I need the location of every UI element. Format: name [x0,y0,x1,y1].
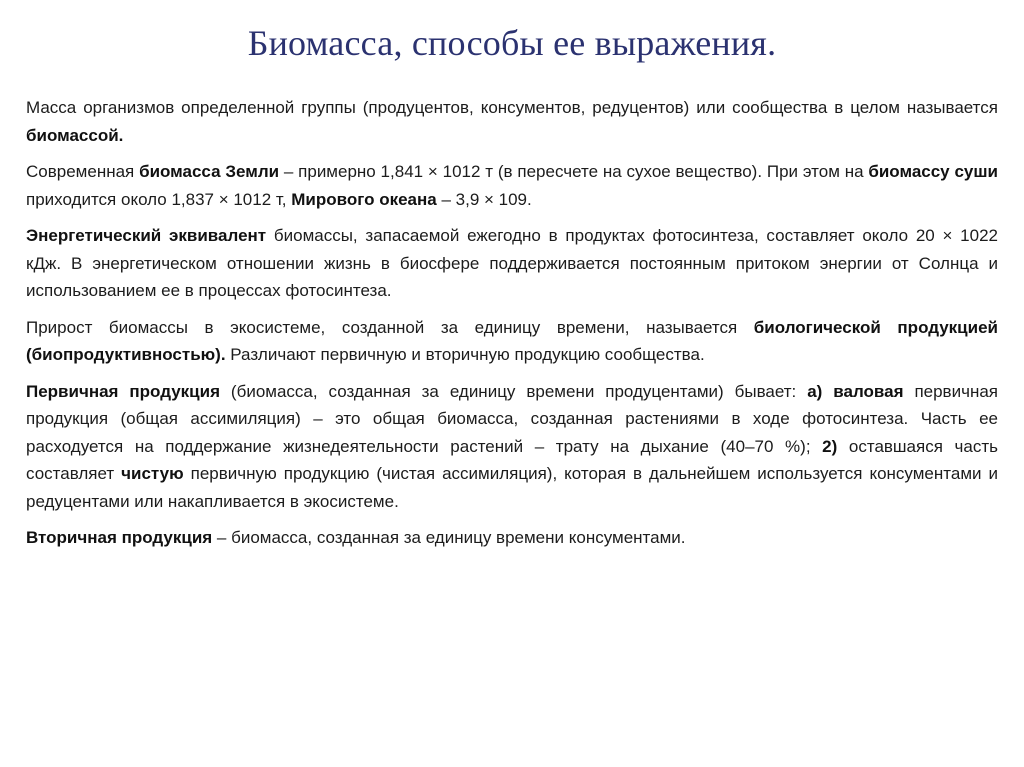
paragraph-text: биомассы, запасаемой ежегодно в продуктах фотосинтеза, составляет около 20 × 1022 кДж. В энергетическом отношении жизнь в биосфере поддерживается постоянным притоком энергии от Солнца и использованием ее в процессах фотосинтеза. [26,226,998,300]
bold-term: биомассой. [26,125,124,145]
bold-term: 2) [822,436,838,456]
bold-term: Первичная продукция [26,381,220,401]
paragraph [26,94,998,149]
paragraph-text: оставшаяся часть составляет [26,436,998,483]
paragraph [26,524,998,552]
bold-term: биомассу суши [868,162,998,181]
bold-term: а) валовая [807,381,904,401]
paragraph [26,222,998,305]
slide-title: Биомасса, способы ее выражения. [247,23,777,63]
paragraph-text: Масса организмов определенной группы (продуцентов, консументов, редуцентов) или сообщества в целом называется [26,98,998,117]
paragraph-text: Различают первичную и вторичную продукцию сообщества. [225,345,705,364]
bold-term: биомасса Земли [139,162,280,181]
paragraph-text: приходится около 1,837 × 1012 т, [26,189,292,209]
paragraph-text: – биомасса, созданная за единицу времени консументами. [212,528,686,547]
paragraph-text: (биомасса, созданная за единицу времени продуцентами) бывает: [220,381,808,401]
paragraph-text: Прирост биомассы в экосистеме, созданной за единицу времени, называется [26,317,754,337]
paragraph [26,314,998,369]
paragraph-text: Современная [26,162,140,181]
bold-term: Мирового океана [291,189,437,209]
slide-body [26,94,998,561]
bold-term: Энергетический эквивалент [26,226,267,245]
paragraph [26,378,998,516]
paragraph-text: – 3,9 × 109. [436,189,532,209]
paragraph-text: – примерно 1,841 × 1012 т (в пересчете на сухое вещество). При этом на [279,162,869,181]
paragraph [26,158,998,213]
paragraph-text: первичную продукцию (чистая ассимиляция), которая в дальнейшем используется консументами и редуцентами или накапливается в экосистеме. [26,464,998,511]
paragraph-text: первичная продукция (общая ассимиляция) – это общая биомасса, созданная растениями в ходе фотосинтеза. Часть ее расходуется на поддержание жизнедеятельности растений – трату на дыхание (40–70 %); [26,381,998,456]
bold-term: Вторичная продукция [26,528,213,547]
bold-term: чистую [121,464,184,483]
bold-term: биологической продукцией (биопродуктивностью). [26,317,998,364]
